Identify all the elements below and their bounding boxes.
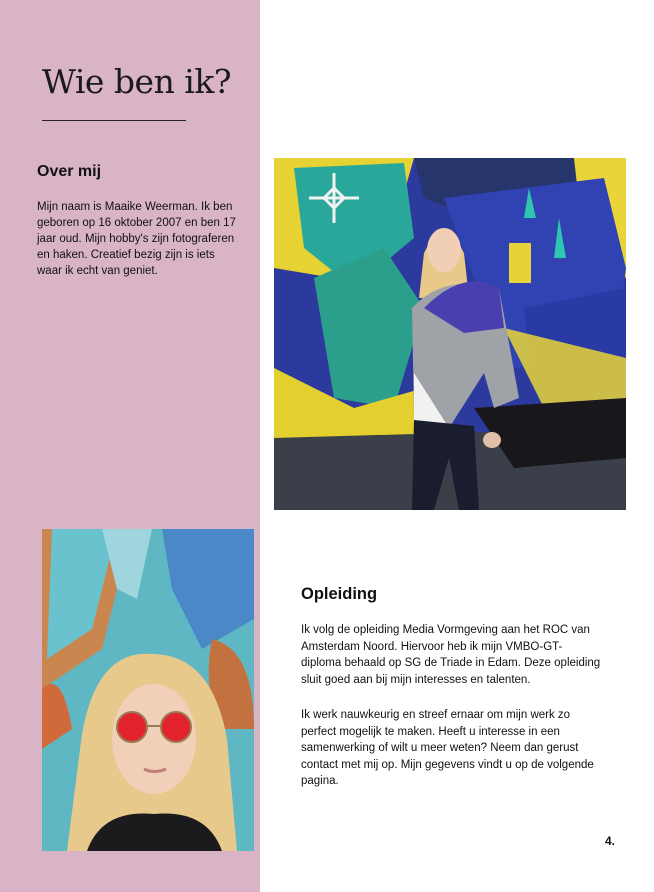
portrait-graffiti-wall-photo xyxy=(274,158,626,510)
education-paragraph-1: Ik volg de opleiding Media Vormgeving aan het ROC van Amsterdam Noord. Hiervoor heb ik mijn VMBO-GT-diploma behaald op SG de Triade in Edam. Deze opleiding sluit goed aan bij mijn interesses en talenten. xyxy=(301,624,601,686)
title-divider xyxy=(42,120,186,121)
portrait-red-sunglasses-photo xyxy=(42,529,254,851)
education-paragraph-2: Ik werk nauwkeurig en streef ernaar om mijn werk zo perfect mogelijk te maken. Heeft u interesse in een samenwerking of wilt u meer weten? Neem dan gerust contact met mij op. Mijn gegevens vindt u op de volgende pagina. xyxy=(301,709,594,787)
page-title: Wie ben ik? xyxy=(42,62,232,101)
about-text: Mijn naam is Maaike Weerman. Ik ben geboren op 16 oktober 2007 en ben 17 jaar oud. Mijn hobby's zijn fotograferen en haken. Creatief bezig zijn is iets waar ik echt van geniet. xyxy=(37,201,236,277)
education-heading: Opleiding xyxy=(301,585,378,603)
about-heading: Over mij xyxy=(37,163,102,180)
page-number: 4. xyxy=(605,834,616,848)
